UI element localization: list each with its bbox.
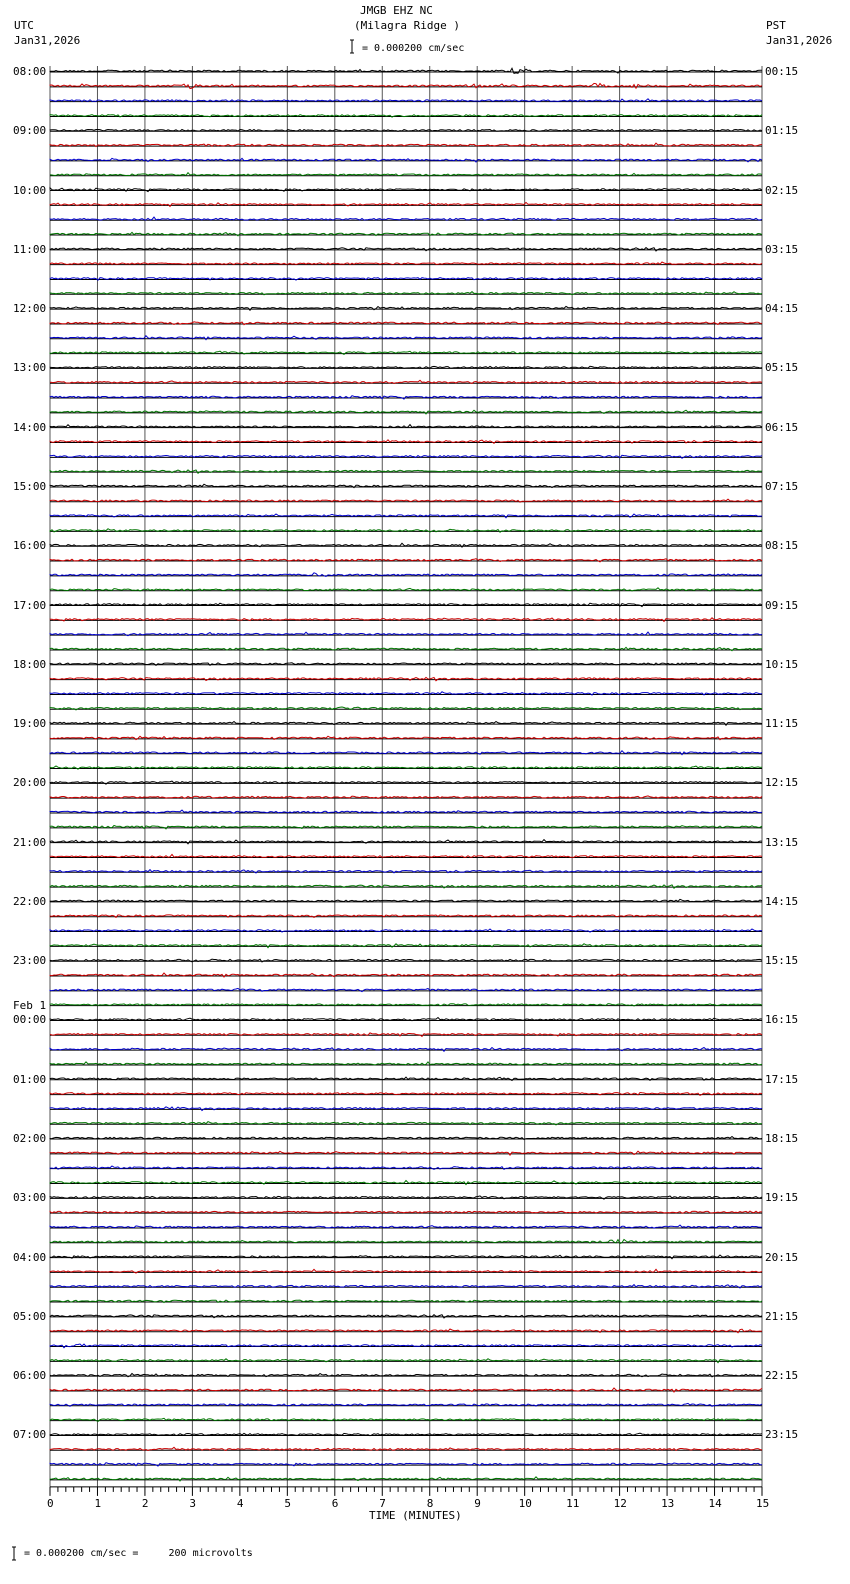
utc-hour-label: 00:00 — [13, 1013, 47, 1027]
date-change-label: Feb 1 — [13, 998, 47, 1012]
utc-hour-label: 15:00 — [13, 479, 47, 493]
seismic-trace — [50, 202, 762, 206]
pst-hour-label: 15:15 — [765, 954, 799, 968]
utc-hour-label: 06:00 — [13, 1369, 47, 1383]
seismic-trace — [50, 1033, 762, 1037]
utc-hour-label: 17:00 — [13, 598, 47, 612]
seismic-trace — [50, 410, 762, 414]
x-tick-label: 11 — [566, 1496, 580, 1510]
x-tick-label: 15 — [756, 1496, 770, 1510]
seismic-trace — [50, 1107, 762, 1111]
pst-hour-label: 13:15 — [765, 835, 799, 849]
seismic-trace — [50, 677, 762, 680]
utc-hour-label: 01:00 — [13, 1072, 47, 1086]
pst-hour-label: 05:15 — [765, 361, 799, 375]
pst-zone-label: PST — [766, 19, 786, 32]
utc-hour-label: 05:00 — [13, 1309, 47, 1323]
x-tick-label: 0 — [47, 1496, 54, 1510]
x-tick-label: 8 — [426, 1496, 434, 1510]
pst-hour-label: 00:15 — [765, 65, 799, 78]
seismic-trace — [50, 1315, 762, 1318]
utc-date-label: Jan31,2026 — [14, 34, 81, 47]
pst-hour-label: 23:15 — [765, 1428, 799, 1442]
pst-date-label: Jan31,2026 — [766, 34, 833, 47]
seismic-trace — [50, 1359, 762, 1363]
x-axis-title: TIME (MINUTES) — [369, 1509, 462, 1522]
seismic-trace — [50, 396, 762, 399]
x-tick-label: 2 — [141, 1496, 149, 1510]
pst-hour-label: 22:15 — [765, 1369, 799, 1383]
seismic-trace — [50, 1048, 762, 1052]
seismic-trace — [50, 68, 762, 73]
pst-hour-label: 11:15 — [765, 717, 799, 731]
utc-hour-label: 02:00 — [13, 1132, 47, 1146]
x-tick-label: 7 — [379, 1496, 386, 1510]
x-tick-label: 14 — [708, 1496, 722, 1510]
seismic-trace — [50, 158, 762, 162]
seismic-trace — [50, 854, 762, 857]
utc-zone-label: UTC — [14, 19, 34, 32]
station-location: (Milagra Ridge ) — [354, 19, 460, 32]
x-tick-label: 3 — [189, 1496, 197, 1510]
pst-hour-label: 01:15 — [765, 124, 799, 138]
pst-hour-label: 17:15 — [765, 1072, 799, 1086]
seismic-trace — [50, 1463, 762, 1466]
x-tick-label: 9 — [474, 1496, 481, 1510]
utc-hour-label: 11:00 — [13, 242, 47, 256]
pst-hour-label: 19:15 — [765, 1191, 799, 1205]
x-tick-label: 10 — [518, 1496, 532, 1510]
x-tick-label: 12 — [613, 1496, 627, 1510]
pst-hour-label: 08:15 — [765, 539, 799, 553]
utc-hour-label: 07:00 — [13, 1428, 47, 1442]
seismic-trace — [50, 306, 762, 310]
pst-hour-label: 12:15 — [765, 776, 799, 790]
station-title: JMGB EHZ NC — [360, 4, 433, 17]
pst-hour-label: 18:15 — [765, 1132, 799, 1146]
pst-hour-label: 09:15 — [765, 598, 799, 612]
x-tick-label: 4 — [236, 1496, 244, 1510]
seismic-trace — [50, 603, 762, 606]
seismic-trace — [50, 425, 762, 428]
seismic-trace — [50, 1344, 762, 1348]
utc-hour-label: 18:00 — [13, 657, 47, 671]
pst-hour-label: 04:15 — [765, 302, 799, 316]
pst-hour-label: 03:15 — [765, 242, 799, 256]
seismic-trace — [50, 1255, 762, 1259]
utc-hour-label: 12:00 — [13, 302, 47, 316]
seismic-trace — [50, 722, 762, 726]
pst-hour-label: 07:15 — [765, 479, 799, 493]
x-tick-label: 6 — [331, 1496, 339, 1510]
utc-hour-label: 16:00 — [13, 539, 47, 553]
utc-hour-label: 22:00 — [13, 894, 47, 908]
seismic-trace — [50, 217, 762, 220]
seismic-trace — [50, 470, 762, 473]
pst-hour-label: 06:15 — [765, 420, 799, 434]
seismic-trace — [50, 944, 762, 948]
seismic-trace — [50, 1018, 762, 1021]
pst-hour-label: 02:15 — [765, 183, 799, 197]
x-tick-label: 1 — [94, 1496, 102, 1510]
seismic-trace — [50, 826, 762, 829]
pst-hour-label: 10:15 — [765, 657, 799, 671]
seismic-trace — [50, 840, 762, 844]
utc-hour-label: 20:00 — [13, 776, 47, 790]
utc-hour-label: 08:00 — [13, 65, 47, 78]
pst-hour-label: 21:15 — [765, 1309, 799, 1323]
utc-hour-label: 04:00 — [13, 1250, 47, 1264]
scale-text: = 0.000200 cm/sec — [362, 43, 465, 54]
utc-hour-label: 23:00 — [13, 954, 47, 968]
pst-hour-label: 16:15 — [765, 1013, 799, 1027]
x-tick-label: 13 — [661, 1496, 675, 1510]
seismic-trace — [50, 248, 762, 251]
utc-hour-label: 09:00 — [13, 124, 47, 138]
utc-hour-label: 03:00 — [13, 1191, 47, 1205]
utc-hour-label: 10:00 — [13, 183, 47, 197]
pst-hour-label: 14:15 — [765, 894, 799, 908]
x-tick-label: 5 — [284, 1496, 291, 1510]
seismic-trace — [50, 1062, 762, 1065]
x-axis — [50, 1487, 762, 1496]
seismic-trace — [50, 514, 762, 518]
utc-hour-label: 13:00 — [13, 361, 47, 375]
seismic-traces — [50, 68, 762, 1481]
utc-hour-label: 21:00 — [13, 835, 47, 849]
seismic-trace — [50, 262, 762, 265]
seismic-trace — [50, 83, 762, 88]
seismic-trace — [50, 885, 762, 888]
pst-hour-label: 20:15 — [765, 1250, 799, 1264]
utc-hour-label: 14:00 — [13, 420, 47, 434]
scale-note: = 0.000200 cm/sec = 200 microvolts — [24, 1548, 253, 1559]
seismic-trace — [50, 618, 762, 622]
utc-hour-label: 19:00 — [13, 717, 47, 731]
seismic-trace — [50, 1151, 762, 1155]
